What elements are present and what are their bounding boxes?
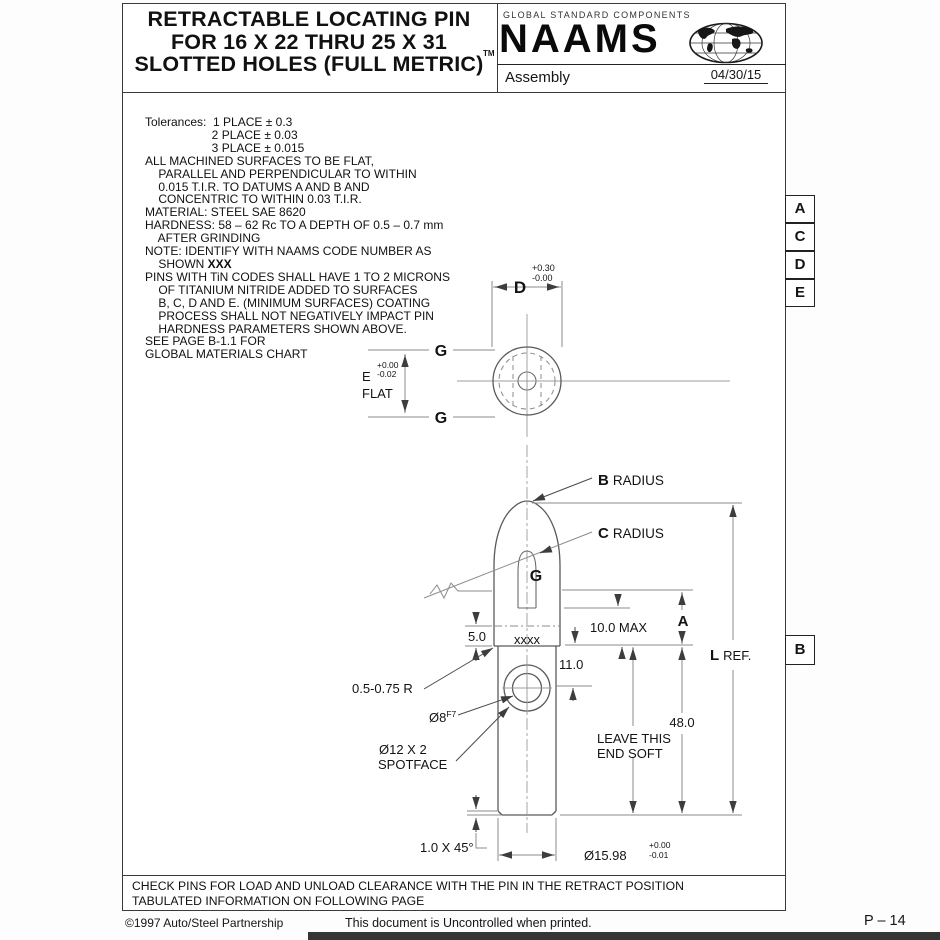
datum-flag-d: D (785, 251, 815, 279)
trademark-symbol: TM (483, 49, 495, 58)
d-tol-minus: -0.00 (532, 273, 553, 283)
datum-flag-e: E (785, 279, 815, 307)
a-label: A (677, 613, 689, 630)
e-label: E (362, 369, 371, 384)
g-inner-label: G (529, 568, 543, 585)
clearance-note (132, 879, 684, 909)
brand-rule (497, 64, 786, 65)
soft-note-line1: LEAVE THIS (597, 731, 671, 746)
shown-xxx-line: SHOWN XXX (145, 256, 232, 271)
brand-logo-text: NAAMS (499, 17, 661, 61)
datum-flag-b: B (785, 635, 815, 665)
dim-5-label: 5.0 (467, 629, 487, 644)
r-note-label: 0.5-0.75 R (352, 681, 413, 696)
c-radius-label: C RADIUS (598, 525, 664, 542)
copyright-text: ©1997 Auto/Steel Partnership (125, 916, 284, 930)
e-tol-minus: -0.02 (377, 369, 397, 379)
dim-11-label: 11.0 (559, 657, 584, 672)
d-tol-plus: +0.30 (532, 263, 555, 273)
header-divider (122, 92, 786, 93)
g-top-label: G (434, 343, 448, 360)
b-radius-label: B RADIUS (598, 472, 664, 489)
uncontrolled-text: This document is Uncontrolled when printed. (345, 916, 592, 930)
clearance-note-line2: TABULATED INFORMATION ON FOLLOWING PAGE (132, 894, 425, 908)
l-ref-label: L REF. (710, 647, 752, 664)
clearance-note-line1: CHECK PINS FOR LOAD AND UNLOAD CLEARANCE WITH THE PIN IN THE RETRACT POSITION (132, 879, 684, 893)
dim-48-label: 48.0 (669, 715, 695, 730)
brand-tagline: GLOBAL STANDARD COMPONENTS (503, 10, 691, 20)
bottom-note-divider (122, 875, 786, 876)
title-line-3: SLOTTED HOLES (FULL METRIC) (134, 52, 484, 76)
revision-date: 04/30/15 (704, 67, 768, 84)
e-flat-label: FLAT (362, 386, 393, 401)
pin-dia-tol-minus: -0.01 (649, 850, 669, 860)
g-bottom-label: G (434, 410, 448, 427)
datum-flag-a: A (785, 195, 815, 223)
spotface-line2: SPOTFACE (378, 757, 448, 772)
dia8-label: $Ø8^{F7}$ (429, 709, 457, 725)
pin-dia-tol-plus: +0.00 (649, 840, 671, 850)
e-tol-plus: +0.00 (377, 360, 399, 370)
dim-10-label: 10.0 MAX (590, 620, 648, 635)
chamfer-label: 1.0 X 45° (420, 840, 474, 855)
code-stamp-label: xxxx (514, 632, 540, 647)
header-vertical-divider (497, 3, 498, 92)
spotface-line1: Ø12 X 2 (379, 742, 427, 757)
page-number: P – 14 (864, 913, 906, 929)
soft-note-line2: END SOFT (597, 746, 663, 761)
assembly-label: Assembly (505, 69, 571, 86)
title-line-1: RETRACTABLE LOCATING PIN (147, 7, 471, 31)
scan-edge-bar (308, 932, 940, 940)
page-title (126, 8, 492, 76)
pin-dia-label: Ø15.98 (584, 848, 627, 863)
d-label: D (513, 278, 527, 297)
general-notes: Tolerances: 1 PLACE ± 0.3 2 PLACE ± 0.03 3 PLACE ± 0.015 ALL MACHINED SURFACES TO BE FLAT, PARALLEL AND PERPENDICULAR TO WITHIN 0.015 T.I.R. TO DATUMS A AND B AND CONCENTRIC TO WITHIN 0.03 T.I.R. MATERIAL: STEEL SAE 8620 HARDNESS: 58 – 62 Rc TO A DEPTH OF 0.5 – 0.7 mm AFTER GRINDING NOTE: IDENTIFY WITH NAAMS CODE NUMBER AS SHOWN XXX PINS WITH TiN CODES SHALL HAVE 1 TO 2 MICRONS OF TITANIUM NITRIDE ADDED TO SURFACES B, C, D AND E. (MINIMUM SURFACES) COATING PROCESS SHALL NOT NEGATIVELY IMPACT PIN HARDNESS PARAMETERS SHOWN ABOVE. SEE PAGE B-1.1 FOR GLOBAL MATERIALS CHART (145, 115, 450, 362)
title-line-2: FOR 16 X 22 THRU 25 X 31 (170, 29, 448, 54)
globe-icon (688, 22, 764, 69)
datum-flag-c: C (785, 223, 815, 251)
